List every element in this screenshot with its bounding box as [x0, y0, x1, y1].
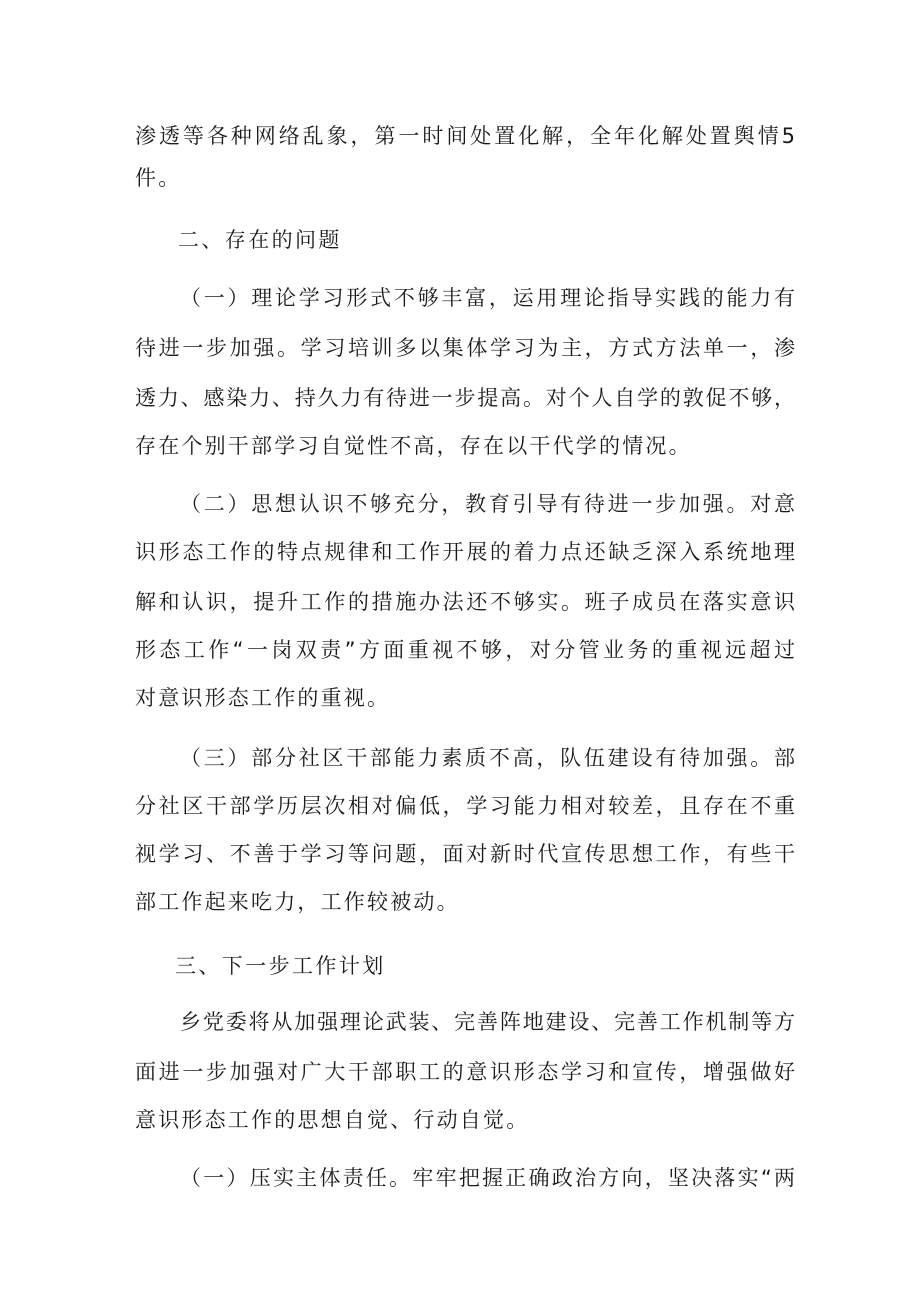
paragraph-line: 待进一步加强。学习培训多以集体学习为主，方式方法单一，渗 — [135, 336, 795, 360]
paragraph-line: 件。 — [135, 166, 182, 190]
section-heading-next-steps: 三、下一步工作计划 — [175, 954, 386, 978]
paragraph-line: 解和认识，提升工作的措施办法还不够实。班子成员在落实意识 — [135, 590, 795, 614]
paragraph-line: 分社区干部学历层次相对偏低，学习能力相对较差，且存在不重 — [135, 794, 795, 818]
paragraph-line: 对意识形态工作的重视。 — [135, 686, 391, 710]
paragraph-line: 透力、感染力、持久力有待进一步提高。对个人自学的敦促不够， — [135, 386, 795, 410]
paragraph-line: （三）部分社区干部能力素质不高，队伍建设有待加强。部 — [180, 746, 795, 770]
paragraph-line: 形态工作“一岗双责”方面重视不够，对分管业务的重视远超过 — [135, 638, 795, 662]
paragraph-line: 视学习、不善于学习等问题，面对新时代宣传思想工作，有些干 — [135, 842, 795, 866]
paragraph-line: 渗透等各种网络乱象，第一时间处置化解，全年化解处置舆情5 — [135, 124, 795, 148]
paragraph-line: 意识形态工作的思想自觉、行动自觉。 — [135, 1108, 530, 1132]
paragraph-line: 存在个别干部学习自觉性不高，存在以干代学的情况。 — [135, 434, 692, 458]
paragraph-line: 部工作起来吃力，工作较被动。 — [135, 890, 460, 914]
paragraph-line: （二）思想认识不够充分，教育引导有待进一步加强。对意 — [180, 492, 795, 516]
paragraph-line: 面进一步加强对广大干部职工的意识形态学习和宣传，增强做好 — [135, 1060, 795, 1084]
paragraph-line: （一）理论学习形式不够丰富，运用理论指导实践的能力有 — [180, 286, 795, 310]
section-heading-problems: 二、存在的问题 — [178, 228, 342, 252]
paragraph-line: 乡党委将从加强理论武装、完善阵地建设、完善工作机制等方 — [180, 1010, 795, 1034]
paragraph-line: 识形态工作的特点规律和工作开展的着力点还缺乏深入系统地理 — [135, 540, 795, 564]
paragraph-line: （一）压实主体责任。牢牢把握正确政治方向，坚决落实“两 — [180, 1166, 795, 1190]
